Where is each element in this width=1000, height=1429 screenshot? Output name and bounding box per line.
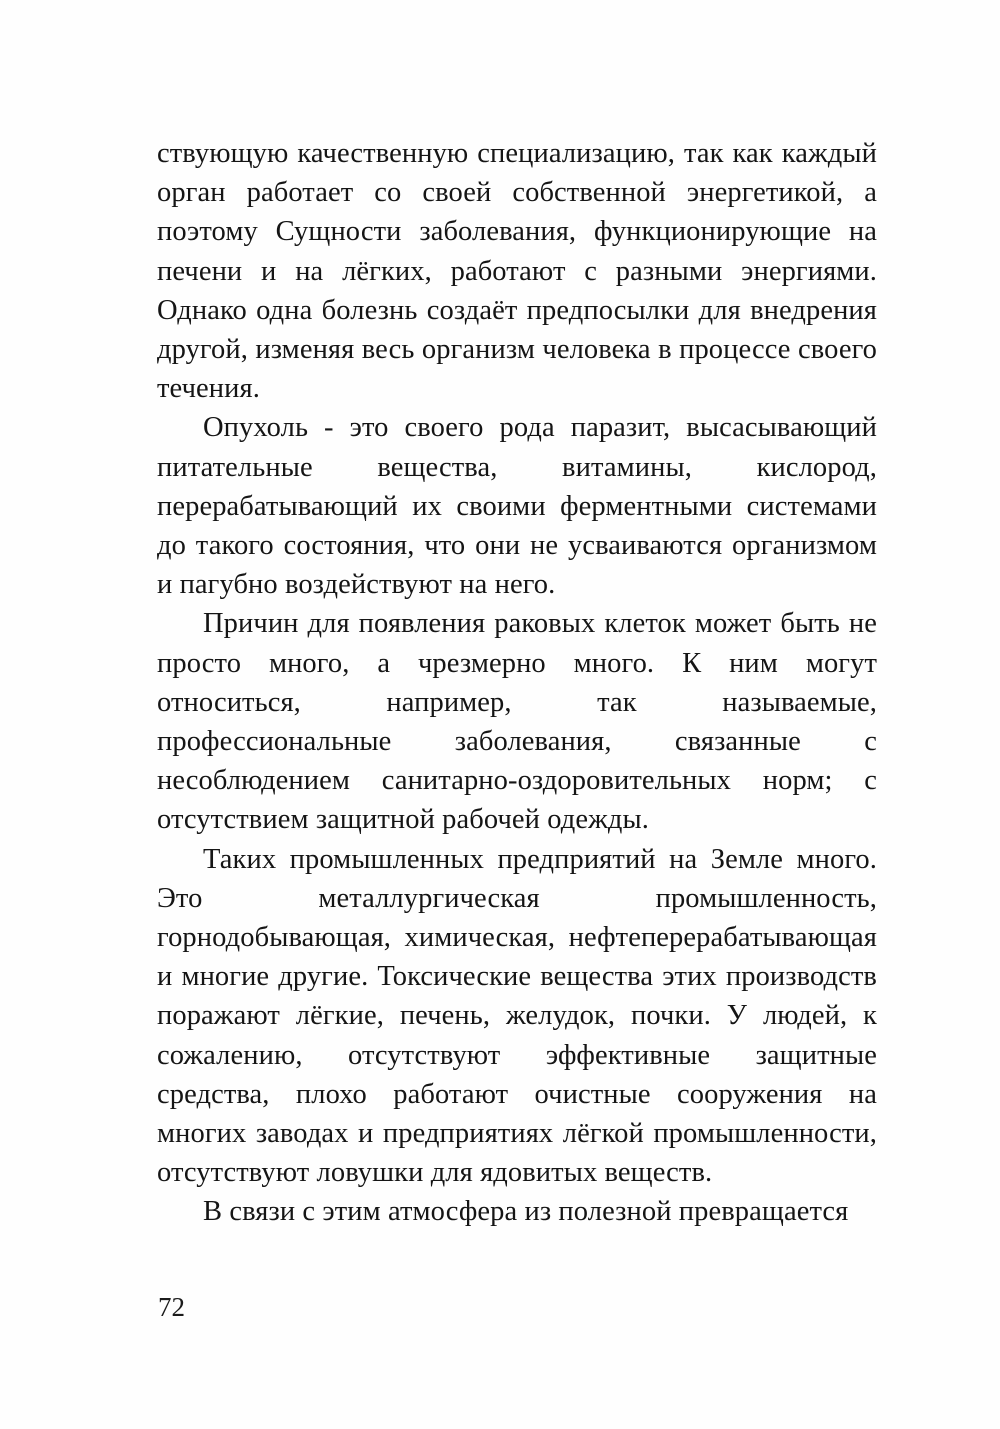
page-number: 72: [158, 1292, 185, 1322]
page-text-block: [157, 134, 877, 1232]
paragraph-3: Причин для появления раковых клеток может быть не просто много, а чрезмерно много. К ним могут относиться, например, так называемые, профессиональные заболевания, связанные с несоблюдением санитарно-оздоровительных норм; с отсутствием защитной рабочей одежды.: [157, 608, 877, 836]
paragraph-4: Таких промышленных предприятий на Земле много. Это металлургическая промышленность, горнодобывающая, химическая, нефтеперерабатывающая и многие другие. Токсические вещества этих производств поражают лёгкие, печень, желудок, почки. У людей, к сожалению, отсутствуют эффективные защитные средства, плохо работают очистные сооружения на многих заводах и предприятиях лёгкой промышленности, отсутствуют ловушки для ядовитых веществ.: [157, 843, 877, 1189]
paragraph-2: Опухоль - это своего рода паразит, высасывающий питательные вещества, витамины, кислород, перерабатывающий их своими ферментными системами до такого состояния, что они не усваиваются организмом и пагубно воздействуют на него.: [157, 412, 877, 601]
paragraph-5: В связи с этим атмосфера из полезной превращается: [203, 1196, 849, 1228]
paragraph-1: ствующую качественную специализацию, так как каждый орган работает со своей собственной энергетикой, а поэтому Сущности заболевания, функционирующие на печени и на лёгких, работают с разными энергиями. Однако одна болезнь создаёт предпосылки для внедрения другой, изменяя весь организм человека в процессе своего течения.: [157, 138, 877, 405]
